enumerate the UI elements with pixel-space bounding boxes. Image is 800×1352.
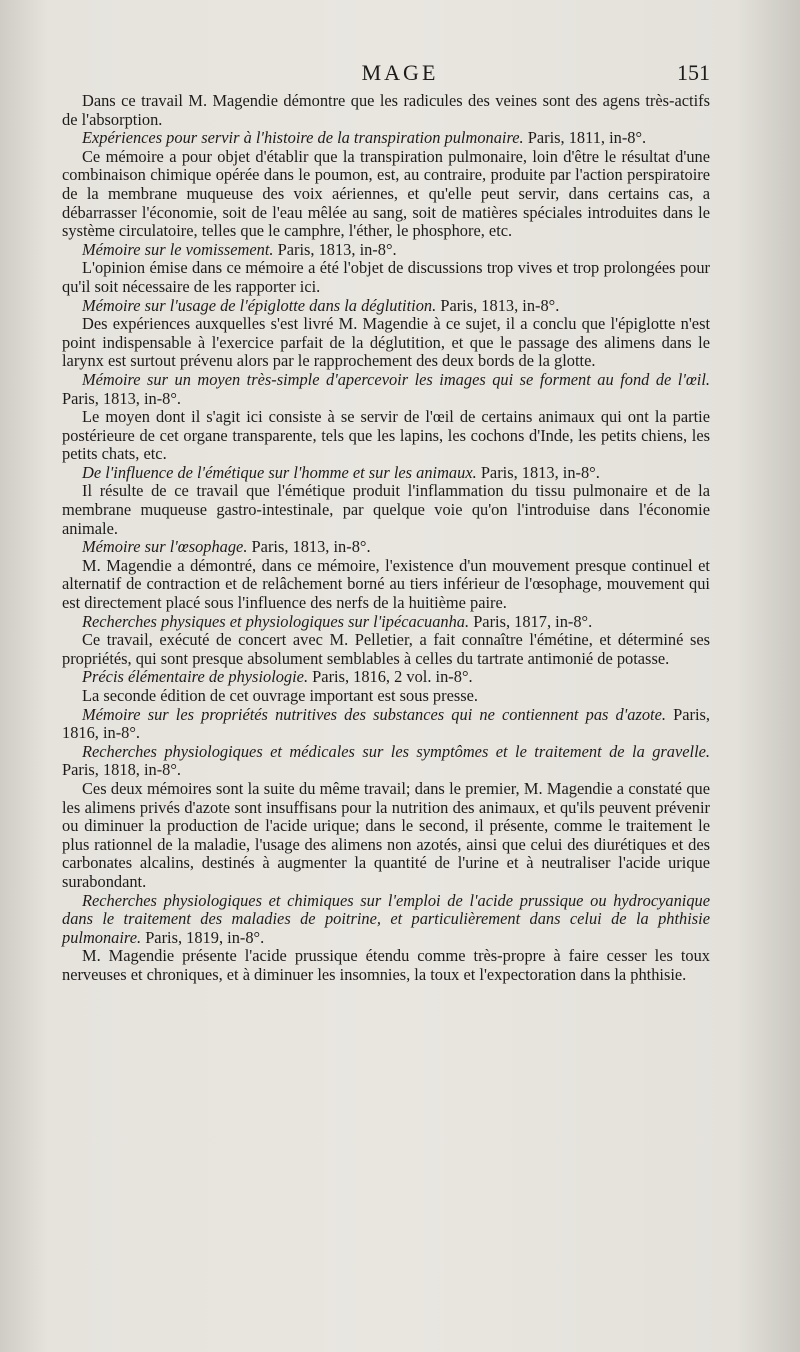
bibliography-entry [62, 538, 710, 557]
bibliography-entry [62, 241, 710, 260]
work-title: De l'influence de l'émétique sur l'homme et sur les animaux. [82, 462, 477, 482]
work-title: Mémoire sur l'œsophage. [82, 537, 248, 557]
paragraph: Ces deux mémoires sont la suite du même travail; dans le premier, M. Magendie a constaté que les alimens privés d'azote sont insuffisans pour la nutrition des animaux, et qu'ils peuvent prévenir ou diminuer la production de l'acide urique; dans le second, il présente, comme le traitement le plus rationnel de la maladie, l'usage des alimens non azotés, ainsi que celui des diurétiques et des carbonates alcalins, destinés à augmenter la quantité de l'urine et à neutraliser l'acide urique surabondant. [62, 778, 710, 891]
publication-info: Paris, 1816, in-8°. [62, 704, 710, 743]
paragraph: L'opinion émise dans ce mémoire a été l'objet de discussions trop vives et trop prolongées pour qu'il soit nécessaire de les rapporter ici. [62, 258, 710, 296]
bibliography-entry [62, 668, 710, 687]
paragraph: La seconde édition de cet ouvrage important est sous presse. [82, 686, 478, 705]
publication-info: Paris, 1813, in-8°. [251, 537, 371, 557]
work-title: Recherches physiologiques et chimiques sur l'emploi de l'acide prussique ou hydrocyanique dans le traitement des maladies de poitrine, et particulièrement dans celui de la phthisie pulmonaire. [62, 890, 710, 947]
work-title: Précis élémentaire de physiologie. [82, 667, 309, 687]
work-title: Mémoire sur un moyen très-simple d'apercevoir les images qui se forment au fond de l'œil. [82, 369, 710, 389]
paragraph: Le moyen dont il s'agit ici consiste à se servir de l'œil de certains animaux qui ont la partie postérieure de cet organe transparente, tels que les lapins, les cochons d'Inde, les petits chiens, les petits chats, etc. [62, 407, 710, 464]
publication-info: Paris, 1817, in-8°. [473, 611, 593, 631]
running-head [0, 60, 800, 90]
bibliography-entry [62, 706, 710, 743]
paragraph: Ce mémoire a pour objet d'établir que la transpiration pulmonaire, loin d'être le résultat d'une combinaison chimique opérée dans le poumon, est, au contraire, produite par l'action perspiratoire de la membrane muqueuse des voix aériennes, et qu'elle peut servir, dans certains cas, a débarrasser l'économie, soit de l'eau mêlée au sang, soit de matières spéciales introduites dans le système circulatoire, telles que le camphre, l'éther, le phosphore, etc. [62, 146, 710, 241]
page-body [62, 92, 710, 985]
work-title: Mémoire sur l'usage de l'épiglotte dans la déglutition. [82, 295, 437, 315]
page-number: 151 [677, 60, 710, 85]
work-title: Recherches physiques et physiologiques sur l'ipécacuanha. [82, 611, 470, 631]
publication-info: Paris, 1813, in-8°. [277, 239, 397, 259]
publication-info: Paris, 1813, in-8°. [62, 388, 182, 408]
paragraph: M. Magendie présente l'acide prussique étendu comme très-propre à faire cesser les toux nerveuses et chroniques, et à diminuer les insomnies, la toux et l'expectoration dans la phthisie. [62, 946, 710, 984]
publication-info: Paris, 1819, in-8°. [145, 927, 265, 947]
bibliography-entry [62, 129, 710, 148]
paragraph: Des expériences auxquelles s'est livré M. Magendie à ce sujet, il a conclu que l'épiglotte n'est point indispensable à l'exercice parfait de la déglutition, et que le passage des alimens dans le larynx est surtout prévenu alors par le rapprochement des deux bords de la glotte. [62, 314, 710, 371]
bibliography-entry [62, 743, 710, 780]
bibliography-entry [62, 613, 710, 632]
work-title: Mémoire sur le vomissement. [82, 239, 274, 259]
paragraph: Dans ce travail M. Magendie démontre que les radicules des veines sont des agens très-actifs de l'absorption. [62, 91, 710, 129]
publication-info: Paris, 1818, in-8°. [62, 760, 182, 780]
work-title: Recherches physiologiques et médicales sur les symptômes et le traitement de la gravelle. [82, 741, 710, 761]
paragraph: Il résulte de ce travail que l'émétique produit l'inflammation du tissu pulmonaire et de la membrane muqueuse gastro-intestinale, par quelque voie qu'on l'introduise dans l'économie animale. [62, 481, 710, 538]
paragraph: M. Magendie a démontré, dans ce mémoire, l'existence d'un mouvement presque continuel et alternatif de contraction et de relâchement borné au tiers inférieur de l'œsophage, mouvement qui est directement placé sous l'influence des nerfs de la huitième paire. [62, 555, 710, 613]
publication-info: Paris, 1813, in-8°. [440, 295, 560, 315]
running-title: MAGE [361, 60, 439, 85]
work-title: Expériences pour servir à l'histoire de la transpiration pulmonaire. [82, 128, 524, 148]
bibliography-entry [62, 464, 710, 483]
bibliography-entry [62, 297, 710, 316]
publication-info: Paris, 1816, 2 vol. in-8°. [312, 667, 473, 687]
publication-info: Paris, 1813, in-8°. [480, 462, 600, 482]
bibliography-entry [62, 371, 710, 408]
publication-info: Paris, 1811, in-8°. [527, 128, 647, 148]
paragraph: Ce travail, exécuté de concert avec M. Pelletier, a fait connaître l'émétine, et déterminé ses propriétés, qui sont presque absolument semblables à celles du tartrate antimonié de potasse. [62, 630, 710, 668]
work-title: Mémoire sur les propriétés nutritives des substances qui ne contiennent pas d'azote. [82, 704, 666, 724]
bibliography-entry [62, 892, 710, 948]
